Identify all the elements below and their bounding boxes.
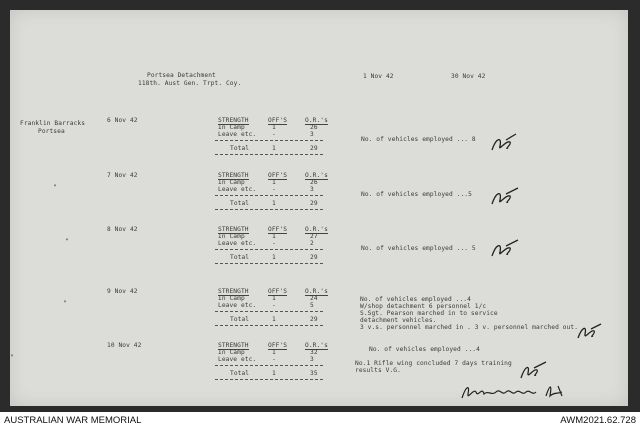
remark-line: No. of vehicles employed ...4 [369,346,480,353]
ditto-mark: " [10,354,14,361]
other-ranks-count: 3 [310,131,314,138]
archive-footer [0,412,640,428]
entry-date: 10 Nov 42 [107,342,142,349]
officers-count: 1 [272,349,276,356]
remark-line: 3 v.s. personnel marched in . 3 v. personnel marched out. [360,324,579,331]
strength-row-label: In Camp [218,295,245,302]
total-label: Total [230,200,250,207]
other-ranks-count: 3 [310,356,314,363]
strength-row-label: In Camp [218,233,245,240]
remark-line: detachment vehicles. [360,317,437,324]
officers-total: 1 [272,200,276,207]
officers-count: 1 [272,233,276,240]
officers-header: OFF'S [268,342,288,349]
total-label: Total [230,316,250,323]
accession-number: AWM2021.62.728 [560,415,636,426]
location-line2: Portsea [38,128,65,135]
total-underline [215,325,323,326]
officers-total: 1 [272,145,276,152]
strength-row-label: Leave etc. [218,131,257,138]
archive-name: AUSTRALIAN WAR MEMORIAL [4,415,142,426]
total-underline [215,154,323,155]
strength-label: STRENGTH [218,342,249,349]
total-divider [215,311,323,312]
document-page [10,10,628,406]
other-ranks-count: 3 [310,186,314,193]
strength-row-label: Leave etc. [218,240,257,247]
period-start: 1 Nov 42 [363,73,394,80]
officers-count: - [272,356,276,363]
officers-header: OFF'S [268,172,288,179]
strength-label: STRENGTH [218,117,249,124]
officers-count: - [272,131,276,138]
other-ranks-total: 29 [310,145,318,152]
remark-line: No. of vehicles employed ... 8 [361,136,476,143]
entry-date: 8 Nov 42 [107,226,138,233]
other-ranks-header: O.R.'s [305,288,328,295]
remark-line: No. of vehicles employed ... 5 [361,245,476,252]
other-ranks-count: 5 [310,302,314,309]
other-ranks-total: 29 [310,254,318,261]
other-ranks-header: O.R.'s [305,117,328,124]
officers-count: 1 [272,295,276,302]
entry-date: 6 Nov 42 [107,117,138,124]
total-label: Total [230,254,250,261]
remark-line: results V.G. [355,367,401,374]
other-ranks-header: O.R.'s [305,226,328,233]
strength-row-label: Leave etc. [218,186,257,193]
total-underline [215,263,323,264]
initials-mark [575,322,603,342]
total-divider [215,365,323,366]
strength-row-label: In Camp [218,349,245,356]
officers-count: 1 [272,124,276,131]
officers-total: 1 [272,370,276,377]
total-underline [215,209,323,210]
remark-line: No. of vehicles employed ...5 [361,191,472,198]
total-underline [215,379,323,380]
other-ranks-total: 35 [310,370,318,377]
strength-row-label: In Camp [218,124,245,131]
unit-name-line1: Portsea Detachment [147,72,216,79]
total-divider [215,140,323,141]
strength-row-label: Leave etc. [218,302,257,309]
other-ranks-count: 24 [310,295,318,302]
officers-count: - [272,186,276,193]
other-ranks-count: 27 [310,233,318,240]
strength-label: STRENGTH [218,172,249,179]
ditto-mark: " [65,238,69,245]
total-divider [215,195,323,196]
officers-count: 1 [272,179,276,186]
entry-date: 7 Nov 42 [107,172,138,179]
officers-header: OFF'S [268,117,288,124]
strength-label: STRENGTH [218,288,249,295]
strength-row-label: Leave etc. [218,356,257,363]
total-label: Total [230,145,250,152]
officers-count: - [272,240,276,247]
other-ranks-count: 26 [310,179,318,186]
unit-name-line2: 118th. Aust Gen. Trpt. Coy. [138,80,242,87]
total-label: Total [230,370,250,377]
total-divider [215,249,323,250]
other-ranks-header: O.R.'s [305,342,328,349]
other-ranks-header: O.R.'s [305,172,328,179]
remark-line: S.Sgt. Pearson marched in to service [360,310,498,317]
entry-date: 9 Nov 42 [107,288,138,295]
officers-total: 1 [272,316,276,323]
other-ranks-total: 29 [310,200,318,207]
officers-total: 1 [272,254,276,261]
officers-count: - [272,302,276,309]
officers-header: OFF'S [268,226,288,233]
ditto-mark: " [53,184,57,191]
initials-mark [488,132,518,154]
remark-line: No. of vehicles employed ...4 [360,296,471,303]
strength-label: STRENGTH [218,226,249,233]
remark-line: No.1 Rifle wing concluded 7 days training [355,360,512,367]
location-line1: Franklin Barracks [20,120,86,127]
other-ranks-count: 26 [310,124,318,131]
other-ranks-count: 2 [310,240,314,247]
period-end: 30 Nov 42 [451,73,486,80]
officer-signature [458,380,578,404]
officers-header: OFF'S [268,288,288,295]
strength-row-label: In Camp [218,179,245,186]
other-ranks-total: 29 [310,316,318,323]
initials-mark [488,238,520,260]
other-ranks-count: 32 [310,349,318,356]
ditto-mark: " [63,300,67,307]
initials-mark [518,360,548,382]
remark-line: W/shop detachment 6 personnel 1/c [360,303,487,310]
initials-mark [488,186,520,208]
